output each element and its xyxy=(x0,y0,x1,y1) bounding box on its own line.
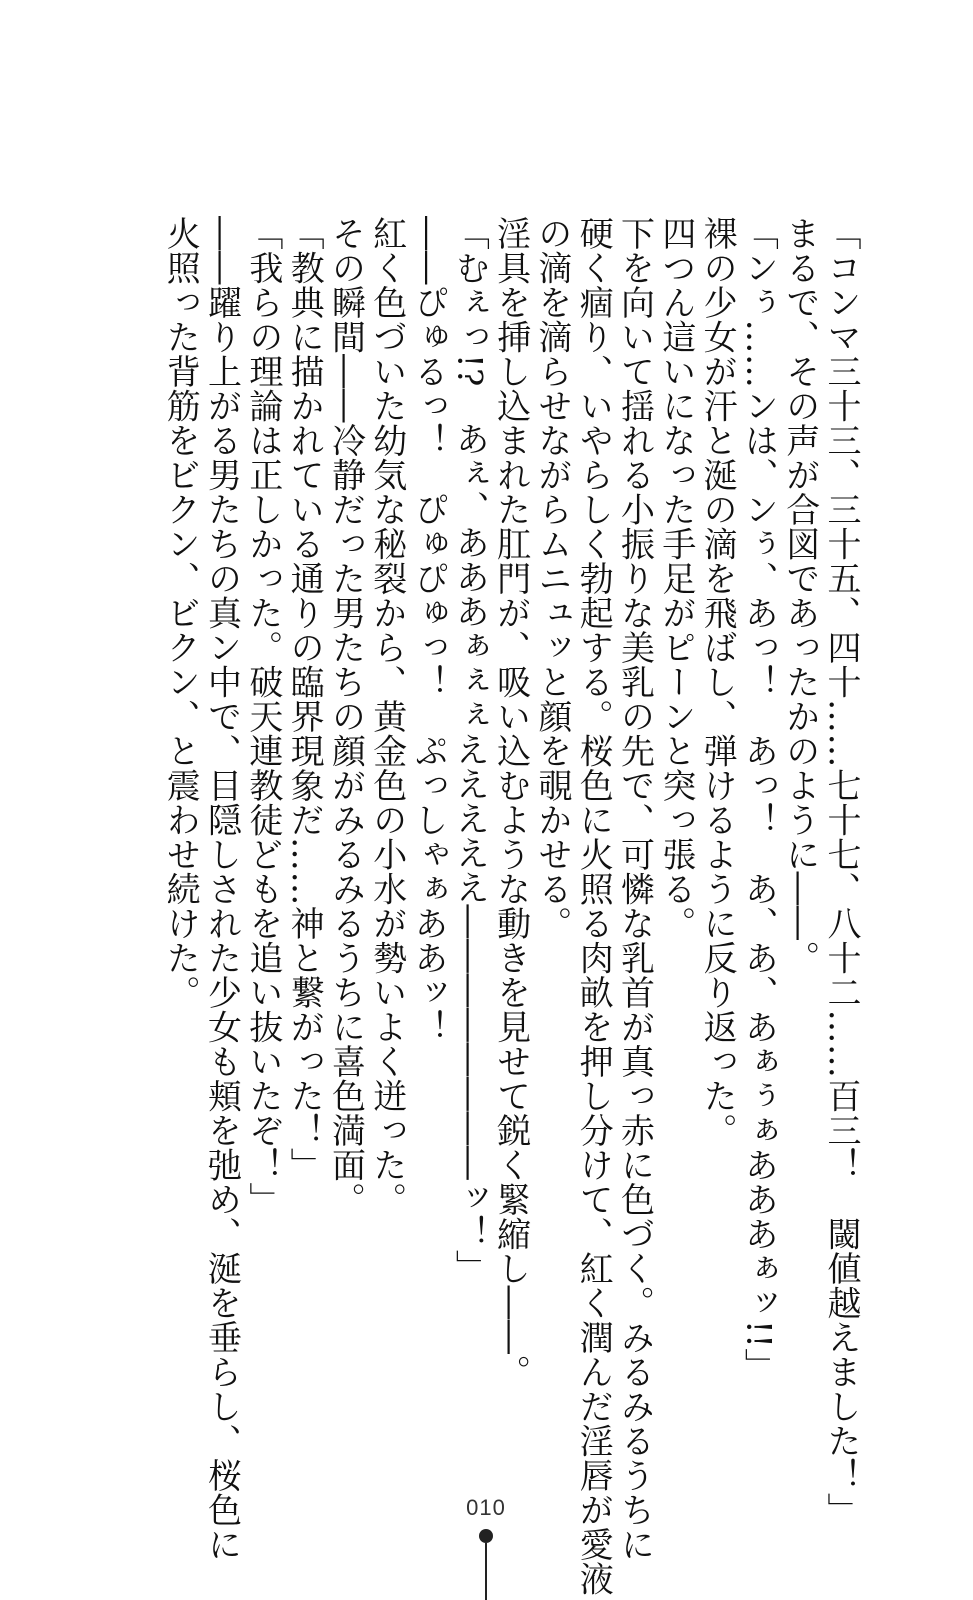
text-line: 「ンぅ……ンは、ンぅ、あっ！ あっ！ あ、あ、あぁぅぁあああぁッ!!」 xyxy=(738,216,779,1383)
text-line: 「コンマ三十三、三十五、四十……七十七、八十二……百三！ 閾値越えました！」 xyxy=(821,216,861,1527)
text-line: 「我らの理論は正しかった。破天連教徒どもを追い抜いたぞ！」 xyxy=(242,216,283,1217)
page-number: 010 xyxy=(466,1495,506,1520)
text-line: まるで、その声が合図であったかのように――。 xyxy=(779,216,820,975)
text-line: 下を向いて揺れる小振りな美乳の先で、可憐な乳首が真っ赤に色づく。みるみるうちに xyxy=(614,216,655,1562)
text-line: 硬く痼り、いやらしく勃起する。桜色に火照る肉畝を押し分けて、紅く潤んだ淫唇が愛液 xyxy=(573,216,614,1596)
text-line: 四つん這いになった手足がピーンと突っ張る。 xyxy=(655,216,696,941)
text-line: 裸の少女が汗と涎の滴を飛ばし、弾けるように反り返った。 xyxy=(697,216,738,1148)
text-line: 淫具を挿し込まれた肛門が、吸い込むような動きを見せて鋭く緊縮し――。 xyxy=(490,216,531,1389)
text-line: 火照った背筋をビクン、ビクン、と震わせ続けた。 xyxy=(160,216,201,1010)
folio-rule xyxy=(485,1543,487,1600)
text-line: 「教典に描かれている通りの臨界現象だ……神と繋がった！」 xyxy=(284,216,325,1182)
text-line: 紅く色づいた幼気な秘裂から、黄金色の小水が勢いよく迸った。 xyxy=(366,216,407,1217)
text-line: 「むぇっ!? あぇ、あああぁぇぇえええええ――――――――ッ！」 xyxy=(449,216,490,1284)
folio-dot xyxy=(479,1529,493,1543)
text-line: ――躍り上がる男たちの真ン中で、目隠しされた少女も頬を弛め、涎を垂らし、桜色に xyxy=(201,216,242,1562)
text-line: の滴を滴らせながらムニュッと顔を覗かせる。 xyxy=(531,216,572,941)
text-line: その瞬間――冷静だった男たちの顔がみるみるうちに喜色満面。 xyxy=(325,216,366,1217)
text-line: ――ぴゅるっ！ ぴゅぴゅっ！ ぷっしゃぁああッ！ xyxy=(408,216,449,1044)
